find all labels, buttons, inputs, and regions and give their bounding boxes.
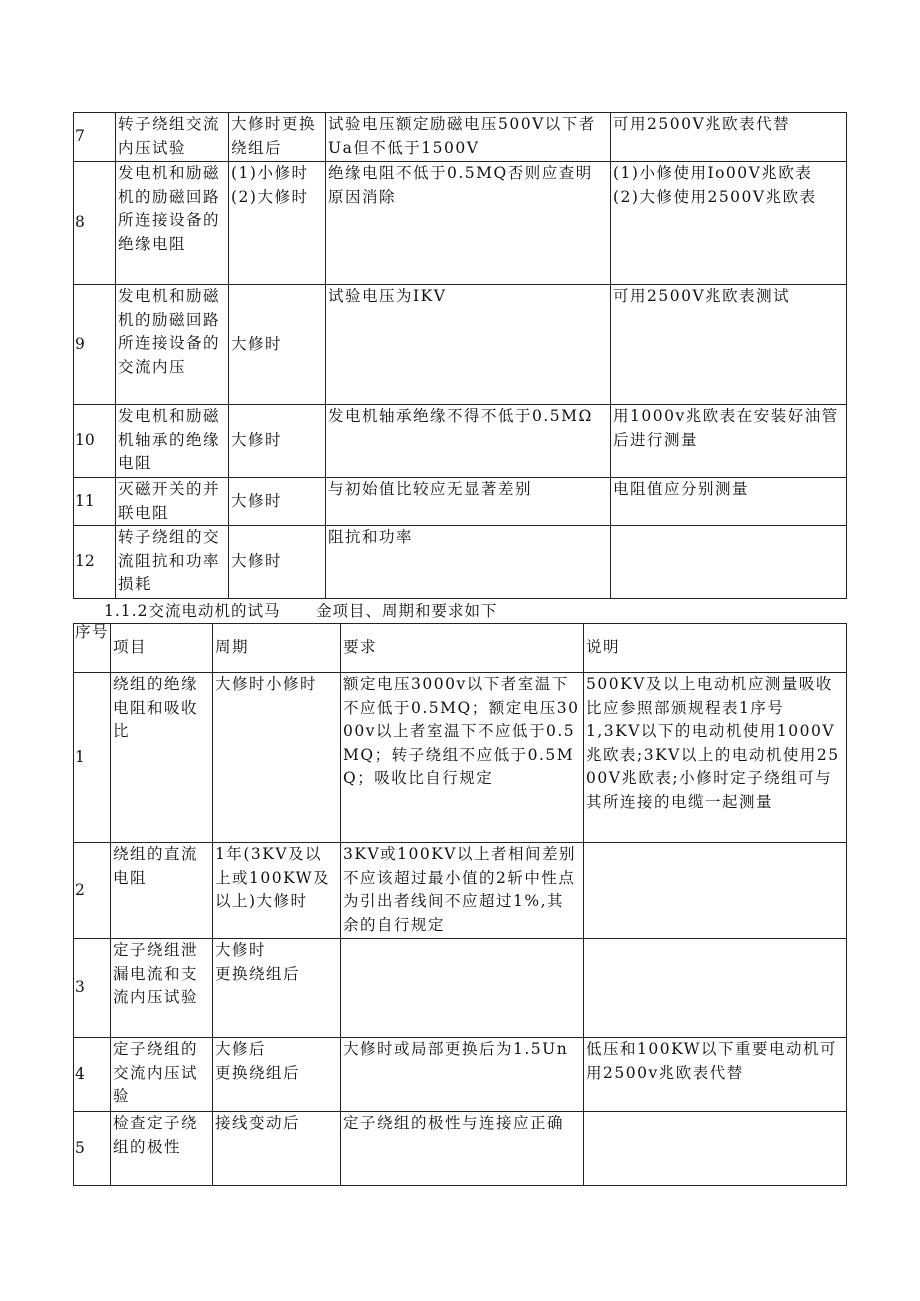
item-cell: 绕组的直流电阻 xyxy=(111,843,213,939)
note-cell: 可用2500V兆欧表代替 xyxy=(611,113,847,162)
note-cell xyxy=(611,526,847,599)
note-cell: 电阻值应分别测量 xyxy=(611,478,847,526)
period-cell: 大修时更换绕组后 xyxy=(229,113,326,162)
note-cell: 500KV及以上电动机应测量吸收比应参照部颁规程表1序号 1,3KV以下的电动机使用1000V兆欧表;3KV以上的电动机使用2500V兆欧表;小修时定子绕组可与其所连接的电缆一起测量 xyxy=(584,673,847,843)
requirement-cell: 3KV或100KV以上者相间差别不应该超过最小值的2斩中性点为引出者线间不应超过1%,其余的自行规定 xyxy=(341,843,584,939)
header-item: 项目 xyxy=(111,624,213,673)
table-row xyxy=(74,939,847,1038)
period-cell: 大修时 xyxy=(229,405,326,478)
note-cell xyxy=(584,939,847,1038)
note-cell: (1)小修使用Io00V兆欧表 (2)大修使用2500V兆欧表 xyxy=(611,162,847,285)
test-table-motor xyxy=(73,623,847,1186)
table-row xyxy=(74,1038,847,1112)
item-cell: 绕组的绝缘电阻和吸收比 xyxy=(111,673,213,843)
requirement-cell: 发电机轴承绝缘不得不低于0.5MΩ xyxy=(326,405,611,478)
row-number: 4 xyxy=(74,1038,111,1112)
row-number: 7 xyxy=(74,113,116,162)
table-header-row xyxy=(74,624,847,673)
period-cell: 大修时 更换绕组后 xyxy=(213,939,341,1038)
header-requirement: 要求 xyxy=(341,624,584,673)
row-number: 9 xyxy=(74,285,116,405)
requirement-cell: 试验电压为IKV xyxy=(326,285,611,405)
test-table-generator xyxy=(73,112,847,599)
row-number: 2 xyxy=(74,843,111,939)
item-cell: 转子绕组的交流阻抗和功率损耗 xyxy=(116,526,229,599)
row-number: 10 xyxy=(74,405,116,478)
note-cell xyxy=(584,1112,847,1186)
requirement-cell: 定子绕组的极性与连接应正确 xyxy=(341,1112,584,1186)
header-note: 说明 xyxy=(584,624,847,673)
period-cell: 大修时小修时 xyxy=(213,673,341,843)
requirement-cell: 阻抗和功率 xyxy=(326,526,611,599)
item-cell: 定子绕组泄漏电流和支流内压试验 xyxy=(111,939,213,1038)
note-cell xyxy=(584,843,847,939)
requirement-cell: 大修时或局部更换后为1.5Un xyxy=(341,1038,584,1112)
row-number: 11 xyxy=(74,478,116,526)
table-row xyxy=(74,673,847,843)
table-row xyxy=(74,113,847,162)
row-number: 5 xyxy=(74,1112,111,1186)
note-cell: 低压和100KW以下重要电动机可用2500v兆欧表代替 xyxy=(584,1038,847,1112)
item-cell: 灭磁开关的并联电阻 xyxy=(116,478,229,526)
period-cell: 大修后 更换绕组后 xyxy=(213,1038,341,1112)
item-cell: 转子绕组交流内压试验 xyxy=(116,113,229,162)
requirement-cell: 额定电压3000v以下者室温下不应低于0.5MQ；额定电压3000v以上者室温下不应低于0.5MQ；转子绕组不应低于0.5MQ；吸收比自行规定 xyxy=(341,673,584,843)
header-period: 周期 xyxy=(213,624,341,673)
item-cell: 检查定子绕组的极性 xyxy=(111,1112,213,1186)
period-cell: (1)小修时 (2)大修时 xyxy=(229,162,326,285)
period-cell: 接线变动后 xyxy=(213,1112,341,1186)
row-number: 1 xyxy=(74,673,111,843)
item-cell: 发电机和励磁机的励磁回路所连接设备的绝缘电阻 xyxy=(116,162,229,285)
table-row xyxy=(74,1112,847,1186)
requirement-cell: 绝缘电阻不低于0.5MQ否则应查明原因消除 xyxy=(326,162,611,285)
item-cell: 定子绕组的交流内压试验 xyxy=(111,1038,213,1112)
row-number: 8 xyxy=(74,162,116,285)
period-cell: 1年(3KV及以上或100KW及以上)大修时 xyxy=(213,843,341,939)
note-cell: 可用2500V兆欧表测试 xyxy=(611,285,847,405)
table-row xyxy=(74,526,847,599)
requirement-cell xyxy=(341,939,584,1038)
period-cell: 大修时 xyxy=(229,478,326,526)
table-row xyxy=(74,843,847,939)
table-row xyxy=(74,162,847,285)
row-number: 3 xyxy=(74,939,111,1038)
period-cell: 大修时 xyxy=(229,285,326,405)
requirement-cell: 试验电压额定励磁电压500V以下者Ua但不低于1500V xyxy=(326,113,611,162)
requirement-cell: 与初始值比较应无显著差别 xyxy=(326,478,611,526)
item-cell: 发电机和励磁机轴承的绝缘电阻 xyxy=(116,405,229,478)
period-cell: 大修时 xyxy=(229,526,326,599)
row-number: 12 xyxy=(74,526,116,599)
table-row xyxy=(74,478,847,526)
table-row xyxy=(74,285,847,405)
item-cell: 发电机和励磁机的励磁回路所连接设备的交流内压 xyxy=(116,285,229,405)
section-heading: 1.1.2交流电动机的试马 金项目、周期和要求如下 xyxy=(104,602,498,620)
note-cell: 用1000v兆欧表在安装好油管后进行测量 xyxy=(611,405,847,478)
table-row xyxy=(74,405,847,478)
header-number: 序号 xyxy=(74,624,111,673)
